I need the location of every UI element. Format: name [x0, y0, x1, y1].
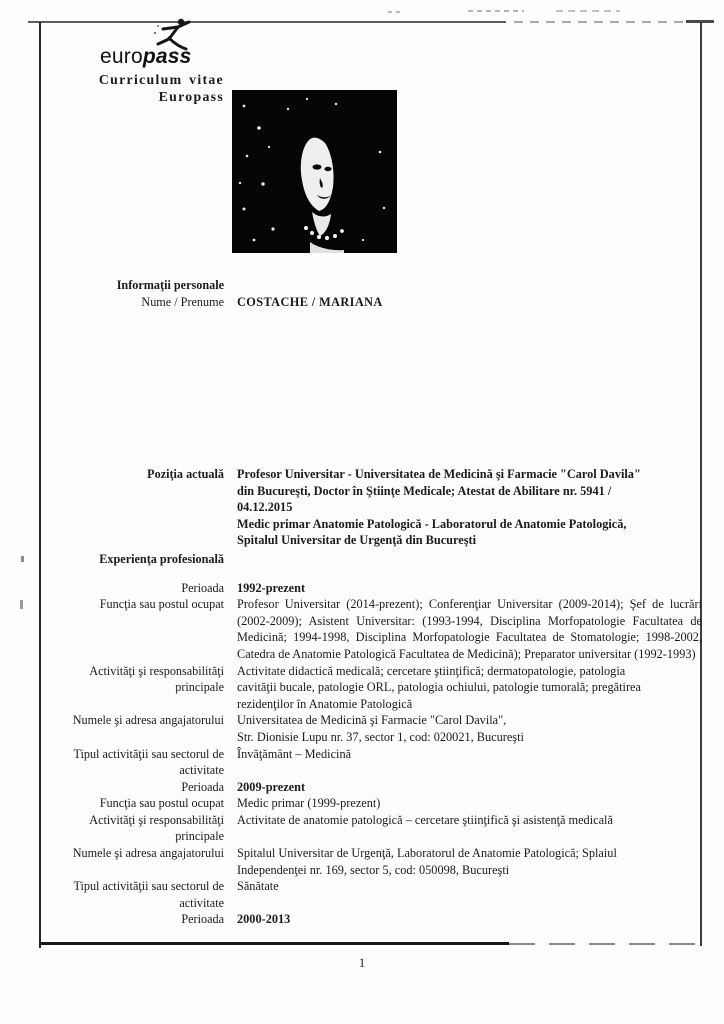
- doc-title-line2: Europass: [158, 89, 224, 104]
- europass-logo: [100, 16, 230, 69]
- logo-pass-text: pass: [142, 45, 192, 68]
- frame-top-dashes: [514, 21, 690, 23]
- frame-bottom-dashes: [509, 943, 701, 945]
- cv-body: [40, 466, 702, 928]
- employer-value: [237, 845, 702, 878]
- position-label: Poziţia actuală: [147, 467, 224, 481]
- period-label: Perioada: [181, 779, 224, 794]
- period-label: Perioada: [181, 580, 224, 595]
- employer-line: Str. Dionisie Lupu nr. 37, sector 1, cod: 020021, Bucureşti: [237, 729, 524, 744]
- position-para2: [237, 516, 693, 549]
- employer-label: Numele şi adresa angajatorului: [72, 713, 224, 728]
- experience-heading: Experienţa profesională: [99, 551, 224, 566]
- employer-line: Spitalul Universitar de Urgenţă, Laboratorul de Anatomie Patologică; Splaiul: [237, 846, 617, 861]
- position-line: 04.12.2015: [237, 500, 293, 515]
- position-line: din Bucureşti, Doctor în Ştiinţe Medicale; Atestat de Abilitare nr. 5941 /: [237, 483, 612, 498]
- doc-title: [40, 71, 224, 105]
- personal-heading: Informaţii personale: [116, 278, 224, 292]
- employer-value: [237, 712, 702, 745]
- name-label: Nume / Prenume: [141, 294, 224, 309]
- activities-line: Activitate didactică medicală; cercetare ştiinţifică; dermatopatologie, patologia: [237, 663, 626, 678]
- scan-artifact: [556, 10, 620, 12]
- period-value: 1992-prezent: [237, 580, 306, 595]
- position-value: [237, 466, 702, 549]
- position-line: Medic primar Anatomie Patologică - Laboratorul de Anatomie Patologică,: [237, 516, 627, 531]
- role-value: Medic primar (1999-prezent): [237, 796, 381, 811]
- role-label: Funcţia sau postul ocupat: [99, 796, 224, 811]
- scan-artifact: [21, 556, 24, 562]
- section-personal: [40, 277, 702, 310]
- activities-label: Activităţi şi responsabilităţi principale: [89, 812, 224, 844]
- spacer: [237, 277, 702, 294]
- scan-artifact: [468, 10, 524, 12]
- position-line: Profesor Universitar - Universitatea de Medicină şi Farmacie "Carol Davila": [237, 467, 641, 481]
- period-label: Perioada: [181, 912, 224, 927]
- employer-line: Independenţei nr. 169, sector 5, cod: 050098, Bucureşti: [237, 862, 510, 877]
- spacer: [237, 551, 702, 568]
- activities-value: [237, 663, 702, 713]
- doc-title-line1: Curriculum vitae: [98, 72, 224, 87]
- activities-label: Activităţi şi responsabilităţi principale: [89, 663, 224, 695]
- sector-label: Tipul activităţii sau sectorul de activitate: [73, 746, 224, 778]
- portrait-photo: [232, 90, 397, 253]
- role-value: Profesor Universitar (2014-prezent); Conferenţiar Universitar (2009-2014); Şef de lucrări (2002-2009); Asistent Universitar: (1993-1994, Disciplina Morfopatologie Facultatea de Medicină; 1994-1998, Disciplina Morfopatologie Facultatea de Stomatologie; 1998-2002, Catedra de Anatomie Patologică Facultatea de Medicină); Preparator universitar (1992-1993): [237, 597, 702, 661]
- frame-bottom-line: [39, 942, 509, 945]
- scan-artifact: [388, 11, 404, 13]
- logo-euro-text: euro: [100, 45, 143, 68]
- sector-value: Sănătate: [237, 879, 279, 894]
- name-value: COSTACHE / MARIANA: [237, 294, 383, 309]
- activities-value: Activitate de anatomie patologică – cercetare ştiinţifică şi asistenţă medicală: [237, 812, 613, 827]
- sector-label: Tipul activităţii sau sectorul de activitate: [73, 879, 224, 910]
- position-line: Spitalul Universitar de Urgenţă din Bucureşti: [237, 533, 477, 548]
- activities-line: rezidenţilor în Anatomie Patologică: [237, 696, 413, 711]
- activities-line: cavităţii bucale, patologie ORL, patologia ochiului, patologie tumorală; pregătirea: [237, 680, 641, 695]
- period-value: 2009-prezent: [237, 779, 306, 794]
- role-label: Funcţia sau postul ocupat: [99, 597, 224, 612]
- position-para1: [237, 466, 681, 516]
- employer-label: Numele şi adresa angajatorului: [72, 846, 224, 861]
- logo-wordmark: [100, 45, 230, 69]
- employer-line: Universitatea de Medicină şi Farmacie "Carol Davila",: [237, 713, 507, 728]
- page-number: 1: [358, 956, 366, 970]
- sector-value: Învăţământ – Medicină: [237, 746, 352, 761]
- scan-artifact: [20, 600, 23, 609]
- period-value: 2000-2013: [237, 912, 291, 927]
